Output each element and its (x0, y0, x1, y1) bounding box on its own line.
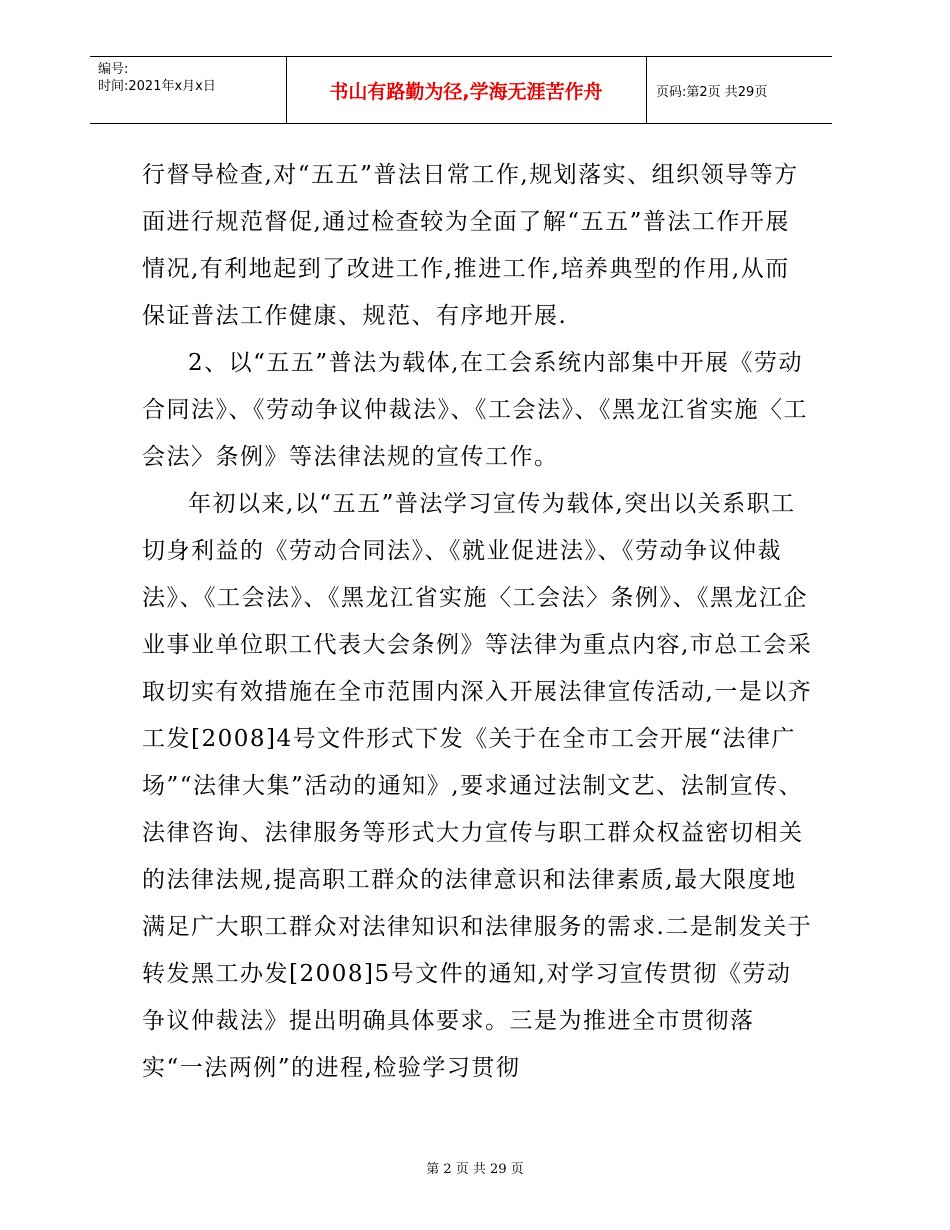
document-body (142, 152, 814, 1092)
time-label: 时间:2021年x月x日 (98, 79, 216, 94)
number-label: 编号: (98, 62, 129, 77)
header-meta (98, 61, 216, 95)
page-footer: 第 2 页 共 29 页 (426, 1162, 524, 1177)
header-motto: 书山有路勤为径,学海无涯苦作舟 (329, 80, 603, 103)
page-header (90, 56, 832, 124)
paragraph: 2、以“五五”普法为载体,在工会系统内部集中开展《劳动合同法》、《劳动争议仲裁法》、《工会法》、《黑龙江省实施〈工会法〉条例》等法律法规的宣传工作。 (142, 350, 808, 470)
header-page-info: 页码:第2页 共29页 (656, 84, 768, 100)
paragraph: 年初以来,以“五五”普法学习宣传为载体,突出以关系职工切身利益的《劳动合同法》、《就业促进法》、《劳动争议仲裁法》、《工会法》、《黑龙江省实施〈工会法〉条例》、《黑龙江企业事业单位职工代表大会条例》等法律为重点内容,市总工会采取切实有效措施在全市范围内深入开展法律宣传活动,一是以齐工发[2008]4号文件形式下发《关于在全市工会开展“法律广场”“法律大集”活动的通知》,要求通过法制文艺、法制宣传、法律咨询、法律服务等形式大力宣传与职工群众权益密切相关的法律法规,提高职工群众的法律意识和法律素质,最大限度地满足广大职工群众对法律知识和法律服务的需求.二是制发关于转发黑工办发[2008]5号文件的通知,对学习宣传贯彻《劳动争议仲裁法》提出明确具体要求。三是为推进全市贯彻落实“一法两例”的进程,检验学习贯彻 (142, 491, 813, 1081)
header-divider (646, 57, 647, 123)
paragraph: 行督导检查,对“五五”普法日常工作,规划落实、组织领导等方面进行规范督促,通过检查较为全面了解“五五”普法工作开展情况,有利地起到了改进工作,推进工作,培养典型的作用,从而保证普法工作健康、规范、有序地开展. (142, 162, 799, 329)
